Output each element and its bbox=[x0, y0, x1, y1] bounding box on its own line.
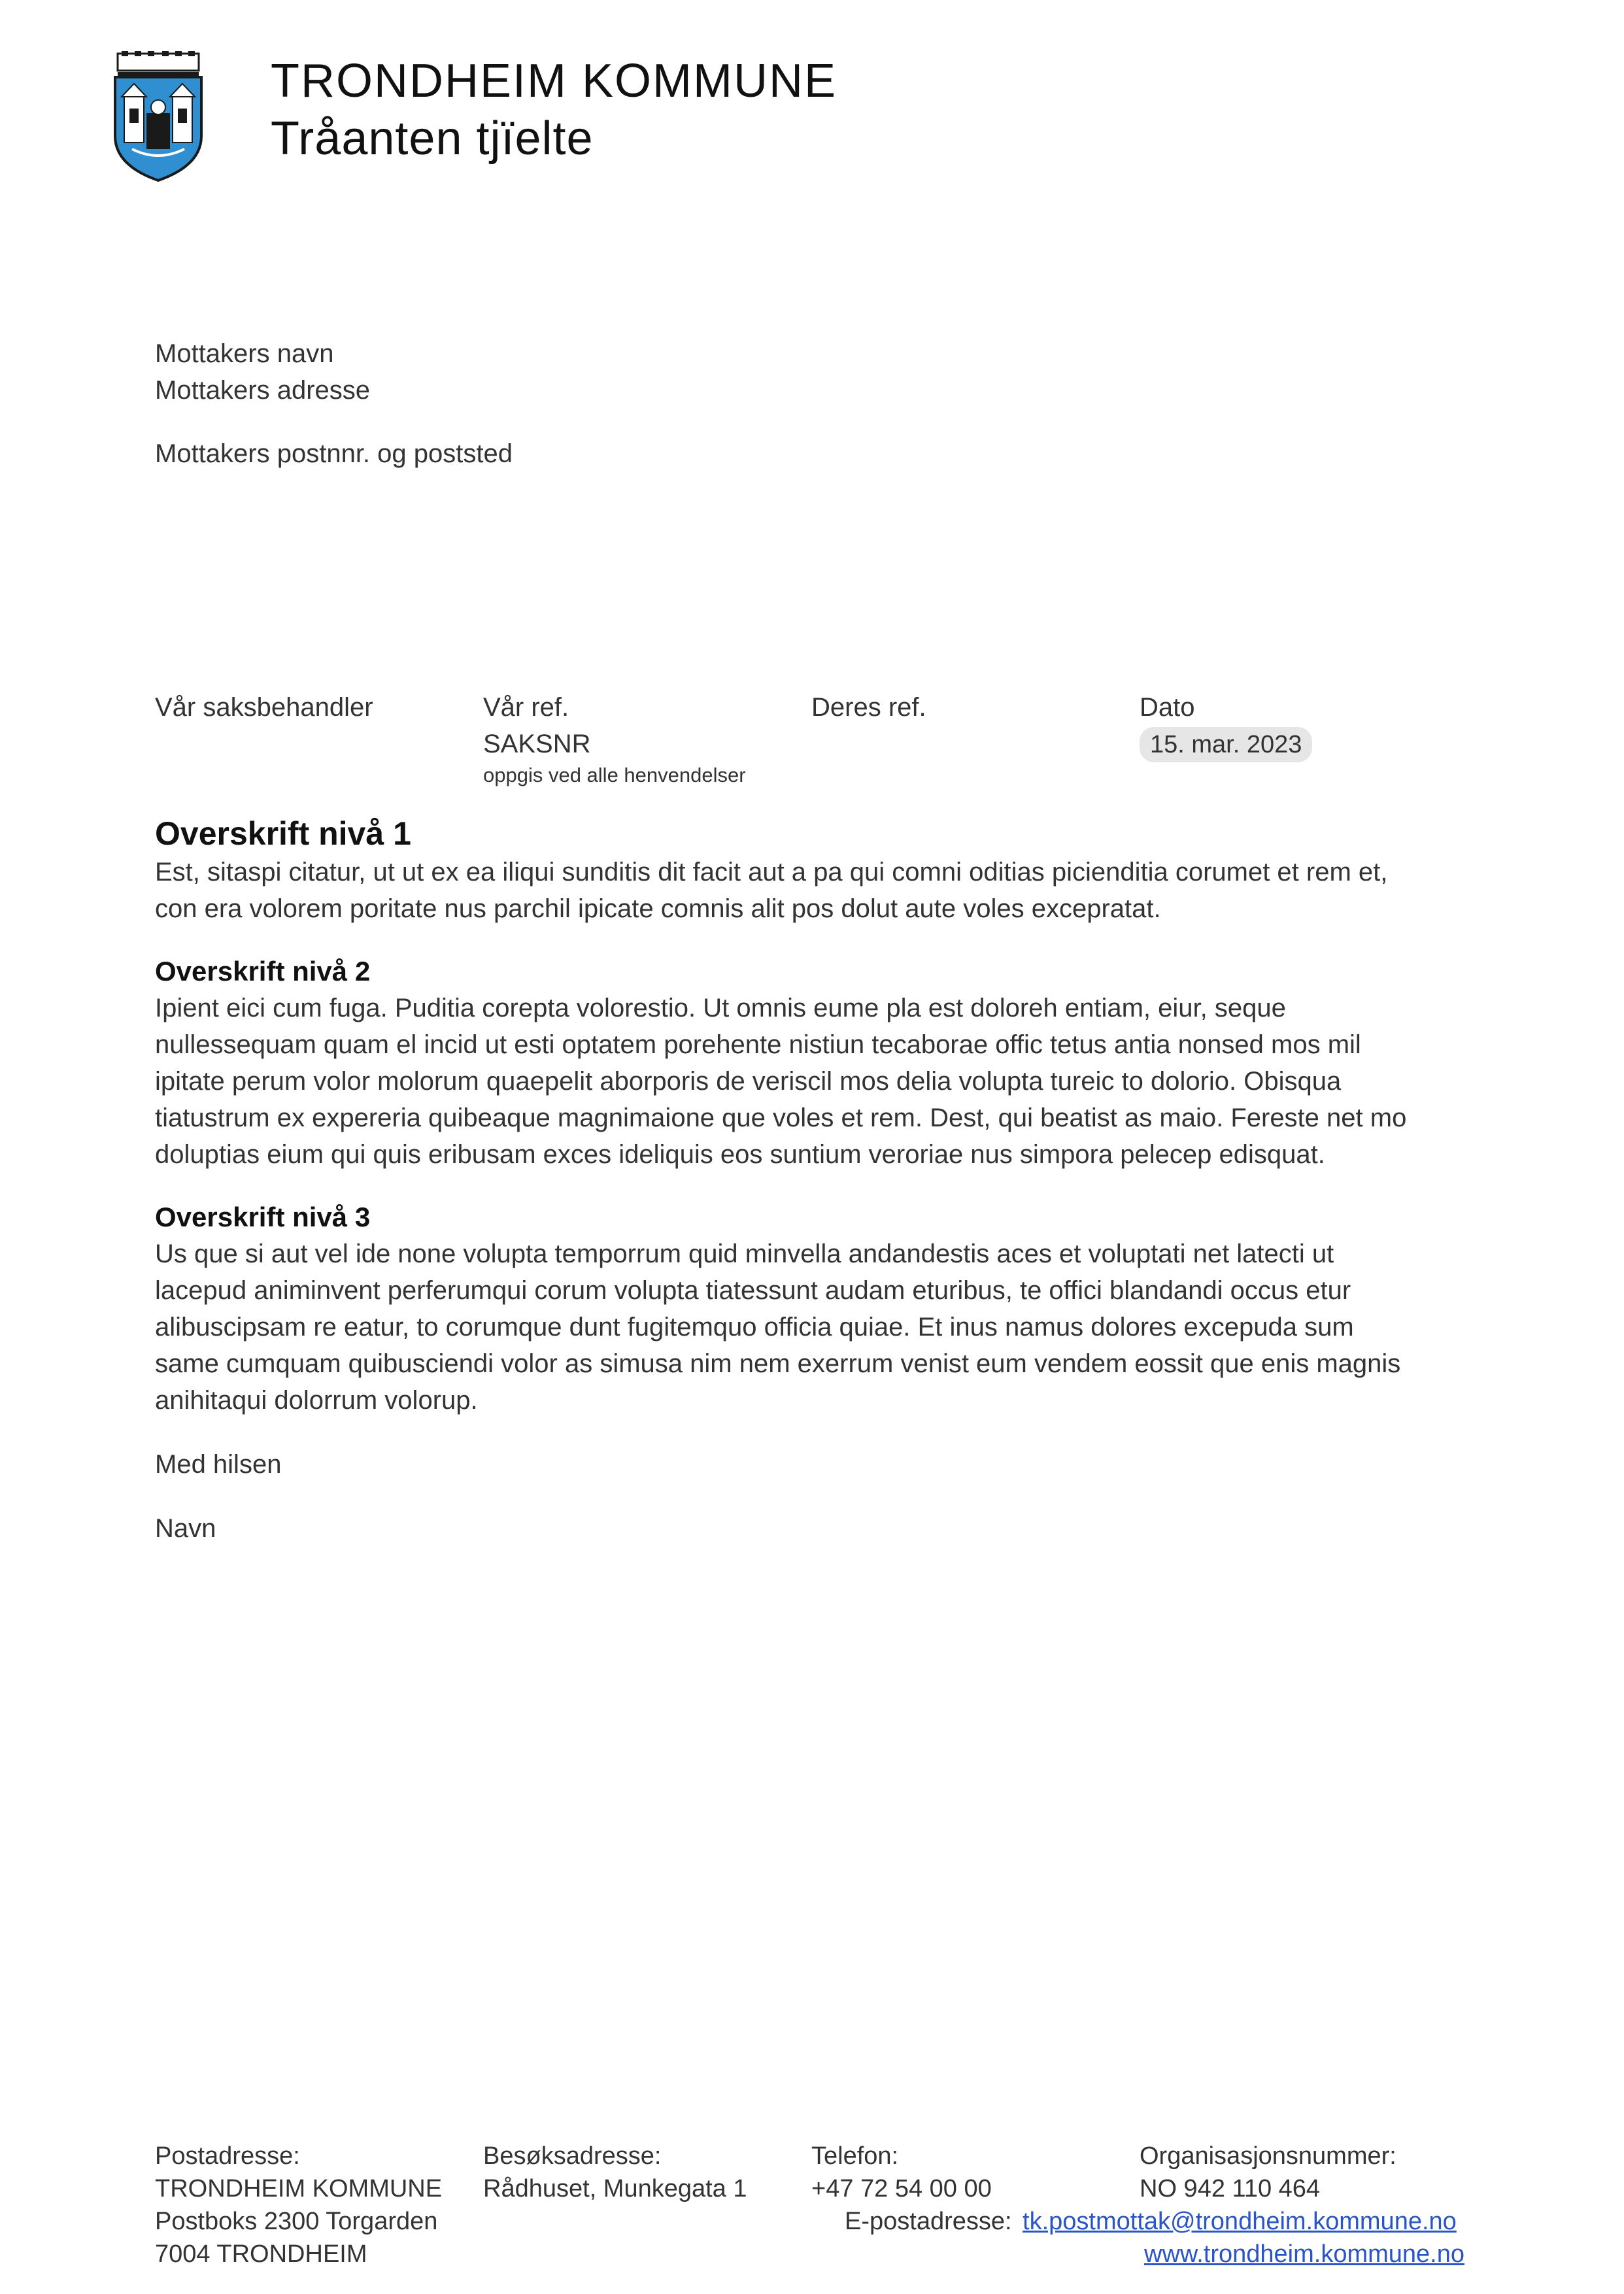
paragraph-line: Est, sitaspi citatur, ut ut ex ea iliqui sunditis dit facit aut a pa qui comni oditias picienditia corumet et rem et, bbox=[155, 858, 1388, 886]
ref-their-ref-label: Deres ref. bbox=[811, 693, 926, 722]
paragraph-line: anihitaqui dolorrum volorup. bbox=[155, 1386, 478, 1415]
footer-website bbox=[1144, 2238, 1464, 2270]
paragraph-line: lacepud animinvent perferumqui corum volupta tiatessunt audam eturibus, te offici blandandi occus etur bbox=[155, 1276, 1351, 1305]
heading-level-2: Overskrift nivå 2 bbox=[155, 956, 371, 987]
footer-postal-label: Postadresse: bbox=[155, 2142, 300, 2170]
recipient-block bbox=[155, 335, 370, 409]
paragraph-line: nullessequam quam el incid ut esti optatem porehente nistiun tecaborae offic tetus antia nonsed mos mil bbox=[155, 1030, 1361, 1059]
heading-level-1: Overskrift nivå 1 bbox=[155, 815, 411, 852]
ref-date-label: Dato bbox=[1140, 693, 1195, 722]
footer-visit-label: Besøksadresse: bbox=[483, 2142, 662, 2170]
paragraph-line: Ipient eici cum fuga. Puditia corepta volorestio. Ut omnis eume pla est doloreh entiam, eiur, seque bbox=[155, 994, 1286, 1022]
footer-org-number-label: Organisasjonsnummer: bbox=[1140, 2142, 1396, 2170]
ref-our-ref-note: oppgis ved alle henvendelser bbox=[483, 764, 746, 786]
ref-our-ref-value: SAKSNR bbox=[483, 730, 591, 758]
ref-date bbox=[1140, 689, 1312, 762]
footer-postal bbox=[155, 2140, 442, 2270]
heading-level-3: Overskrift nivå 3 bbox=[155, 1202, 371, 1232]
footer-postal-line: TRONDHEIM KOMMUNE bbox=[155, 2175, 443, 2202]
footer-website-link[interactable]: www.trondheim.kommune.no bbox=[1144, 2240, 1464, 2268]
paragraph-line: doluptias eium qui quis eribusam exces ideliquis eos suntium veroriae nus simpora pelecep edisquat. bbox=[155, 1140, 1325, 1169]
footer-visit-value: Rådhuset, Munkegata 1 bbox=[483, 2175, 747, 2202]
ref-our-ref bbox=[483, 689, 746, 788]
ref-our-ref-label: Vår ref. bbox=[483, 693, 569, 722]
date-field[interactable]: 15. mar. 2023 bbox=[1140, 727, 1312, 762]
closing: Med hilsen bbox=[155, 1450, 282, 1479]
ref-handler-label: Vår saksbehandler bbox=[155, 693, 373, 722]
recipient-name: Mottakers navn bbox=[155, 339, 334, 368]
footer-postal-line: 7004 TRONDHEIM bbox=[155, 2240, 367, 2268]
footer-phone bbox=[811, 2140, 992, 2205]
paragraph-line: tiatustrum ex expereria quibeaque magnimaione que voles et rem. Dest, qui beatist as maio. Fereste net mo bbox=[155, 1104, 1407, 1132]
org-name-sami: Tråanten tjïelte bbox=[271, 112, 594, 165]
paragraph-line: ipitate perum volor molorum quaepelit aborporis de veriscil mos delia volupta tureic to dolorio. Obisqua bbox=[155, 1067, 1342, 1096]
org-name: TRONDHEIM KOMMUNE bbox=[271, 55, 837, 107]
signature: Navn bbox=[155, 1514, 216, 1543]
paragraph-line: same cumquam quibusciendi volor as simusa nim nem exerrum venist eum vendem eossit que enis magnis bbox=[155, 1349, 1401, 1378]
footer-phone-label: Telefon: bbox=[811, 2142, 899, 2170]
footer-email-link[interactable]: tk.postmottak@trondheim.kommune.no bbox=[1023, 2208, 1457, 2235]
paragraph-line: Us que si aut vel ide none volupta temporrum quid minvella andandestis aces et voluptati net latecti ut bbox=[155, 1240, 1334, 1268]
ref-handler bbox=[155, 689, 373, 726]
coat-of-arms-icon bbox=[112, 51, 204, 182]
footer-email bbox=[845, 2205, 1457, 2238]
recipient-postal: Mottakers postnnr. og poststed bbox=[155, 439, 513, 468]
footer-phone-value: +47 72 54 00 00 bbox=[811, 2175, 992, 2202]
letter-body bbox=[155, 813, 1476, 1547]
footer-postal-line: Postboks 2300 Torgarden bbox=[155, 2208, 438, 2235]
footer-email-label: E-postadresse: bbox=[845, 2208, 1012, 2235]
ref-their-ref bbox=[811, 689, 926, 726]
footer-visit bbox=[483, 2140, 747, 2205]
paragraph-line: alibuscipsam re eatur, to corumque dunt fugitemquo officia quiae. Et inus namus dolores excepuda sum bbox=[155, 1313, 1354, 1341]
recipient-address: Mottakers adresse bbox=[155, 376, 371, 405]
footer-org-number-value: NO 942 110 464 bbox=[1140, 2175, 1321, 2202]
paragraph-line: con era volorem poritate nus parchil ipicate comnis alit pos dolut aute voles excepratat. bbox=[155, 894, 1161, 923]
footer-org-number bbox=[1140, 2140, 1396, 2205]
